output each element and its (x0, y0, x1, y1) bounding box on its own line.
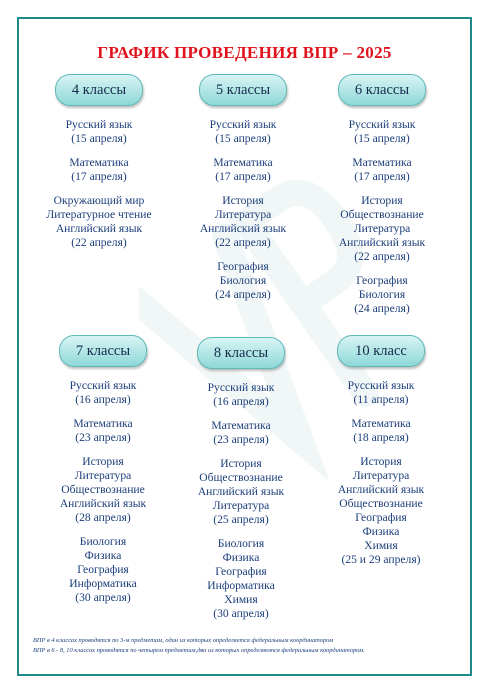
exam-line: (23 апреля) (213, 433, 269, 446)
exam-line: (18 апреля) (353, 431, 409, 444)
exam-line: История (82, 455, 124, 468)
exam-line: Информатика (207, 579, 275, 592)
grade-column-7 (28, 335, 178, 615)
exam-line: (17 апреля) (215, 170, 271, 183)
exam-line: (25 апреля) (213, 513, 269, 526)
exam-line: Математика (213, 156, 273, 169)
exam-line: Окружающий мир (53, 194, 145, 207)
exam-line: История (361, 194, 403, 207)
exam-line: (24 апреля) (215, 288, 271, 301)
exam-line: (30 апреля) (75, 591, 131, 604)
exam-group (28, 535, 178, 605)
exam-group (24, 194, 174, 250)
exam-group (307, 118, 457, 146)
exam-line: Литературное чтение (46, 208, 152, 221)
exam-line: (28 апреля) (75, 511, 131, 524)
page-title: ГРАФИК ПРОВЕДЕНИЯ ВПР – 2025 (97, 43, 392, 62)
exam-group (307, 156, 457, 184)
exam-group (168, 118, 318, 146)
exam-line: Физика (222, 551, 260, 564)
exam-line: Биология (217, 537, 265, 550)
exam-line: Математика (69, 156, 129, 169)
exam-line: Химия (364, 539, 398, 552)
exam-line: География (77, 563, 129, 576)
exam-line: Английский язык (55, 222, 143, 235)
exam-line: (24 апреля) (354, 302, 410, 315)
grade-column-6 (307, 74, 457, 326)
exam-group (166, 419, 316, 447)
exam-group (166, 381, 316, 409)
exam-line: Математика (73, 417, 133, 430)
exam-line: География (215, 565, 267, 578)
exam-line: География (356, 274, 408, 287)
grade-badge: 10 класс (337, 335, 425, 367)
footnote: ВПР в 4 классах проводятся по 3-м предметам, один из которых определяется федеральным координатором (33, 637, 334, 644)
exam-line: Русский язык (65, 118, 133, 131)
exam-line: Английский язык (197, 485, 285, 498)
exam-line: Литература (353, 222, 411, 235)
exam-line: Английский язык (338, 236, 426, 249)
exam-group (307, 274, 457, 316)
exam-line: (15 апреля) (215, 132, 271, 145)
exam-line: (17 апреля) (71, 170, 127, 183)
exam-line: География (355, 511, 407, 524)
exam-line: Английский язык (199, 222, 287, 235)
exam-line: Литература (352, 469, 410, 482)
exam-line: Биология (219, 274, 267, 287)
exam-line: Физика (362, 525, 400, 538)
grade-column-10 (306, 335, 456, 577)
grade-column-4 (24, 74, 174, 260)
exam-line: (30 апреля) (213, 607, 269, 620)
exam-group (28, 379, 178, 407)
exam-line: Обществознание (61, 483, 145, 496)
exam-group (24, 156, 174, 184)
exam-group (166, 537, 316, 621)
footnote: ВПР в 6 - 8, 10 классах проводятся по четырем предметам,два из которых определяются федеральным координатором. (33, 647, 365, 654)
exam-line: Литература (214, 208, 272, 221)
exam-group (24, 118, 174, 146)
exam-line: Физика (84, 549, 122, 562)
exam-line: Обществознание (199, 471, 283, 484)
exam-line: Обществознание (340, 208, 424, 221)
exam-line: Биология (358, 288, 406, 301)
exam-line: Химия (224, 593, 258, 606)
exam-group (306, 417, 456, 445)
exam-group (28, 455, 178, 525)
exam-line: Информатика (69, 577, 137, 590)
exam-line: Математика (211, 419, 271, 432)
exam-group (166, 457, 316, 527)
exam-group (168, 260, 318, 302)
exam-line: (22 апреля) (71, 236, 127, 249)
exam-line: История (222, 194, 264, 207)
grade-badge: 6 классы (338, 74, 426, 106)
exam-line: Русский язык (69, 379, 137, 392)
exam-line: (11 апреля) (353, 393, 409, 406)
exam-line: Русский язык (207, 381, 275, 394)
exam-group (306, 455, 456, 567)
exam-group (307, 194, 457, 264)
grade-badge: 7 классы (59, 335, 147, 367)
exam-line: Русский язык (348, 118, 416, 131)
exam-line: (16 апреля) (75, 393, 131, 406)
exam-line: Литература (74, 469, 132, 482)
grade-badge: 8 классы (197, 337, 285, 369)
exam-line: (23 апреля) (75, 431, 131, 444)
schedule-frame (17, 17, 472, 676)
exam-line: Биология (79, 535, 127, 548)
grade-column-8 (166, 337, 316, 631)
exam-line: География (217, 260, 269, 273)
grade-badge: 5 классы (199, 74, 287, 106)
exam-line: Обществознание (339, 497, 423, 510)
exam-group (168, 194, 318, 250)
exam-line: История (360, 455, 402, 468)
footnotes (33, 636, 472, 656)
exam-line: (17 апреля) (354, 170, 410, 183)
exam-line: Русский язык (209, 118, 277, 131)
exam-line: Русский язык (347, 379, 415, 392)
exam-line: Английский язык (59, 497, 147, 510)
exam-line: Английский язык (337, 483, 425, 496)
exam-group (28, 417, 178, 445)
exam-group (168, 156, 318, 184)
exam-line: (22 апреля) (354, 250, 410, 263)
exam-line: (25 и 29 апреля) (341, 553, 421, 566)
exam-group (306, 379, 456, 407)
exam-line: (15 апреля) (354, 132, 410, 145)
grade-column-5 (168, 74, 318, 312)
exam-line: История (220, 457, 262, 470)
exam-line: (22 апреля) (215, 236, 271, 249)
exam-line: (15 апреля) (71, 132, 127, 145)
exam-line: Литература (212, 499, 270, 512)
exam-line: Математика (351, 417, 411, 430)
exam-line: Математика (352, 156, 412, 169)
grade-badge: 4 классы (55, 74, 143, 106)
exam-line: (16 апреля) (213, 395, 269, 408)
